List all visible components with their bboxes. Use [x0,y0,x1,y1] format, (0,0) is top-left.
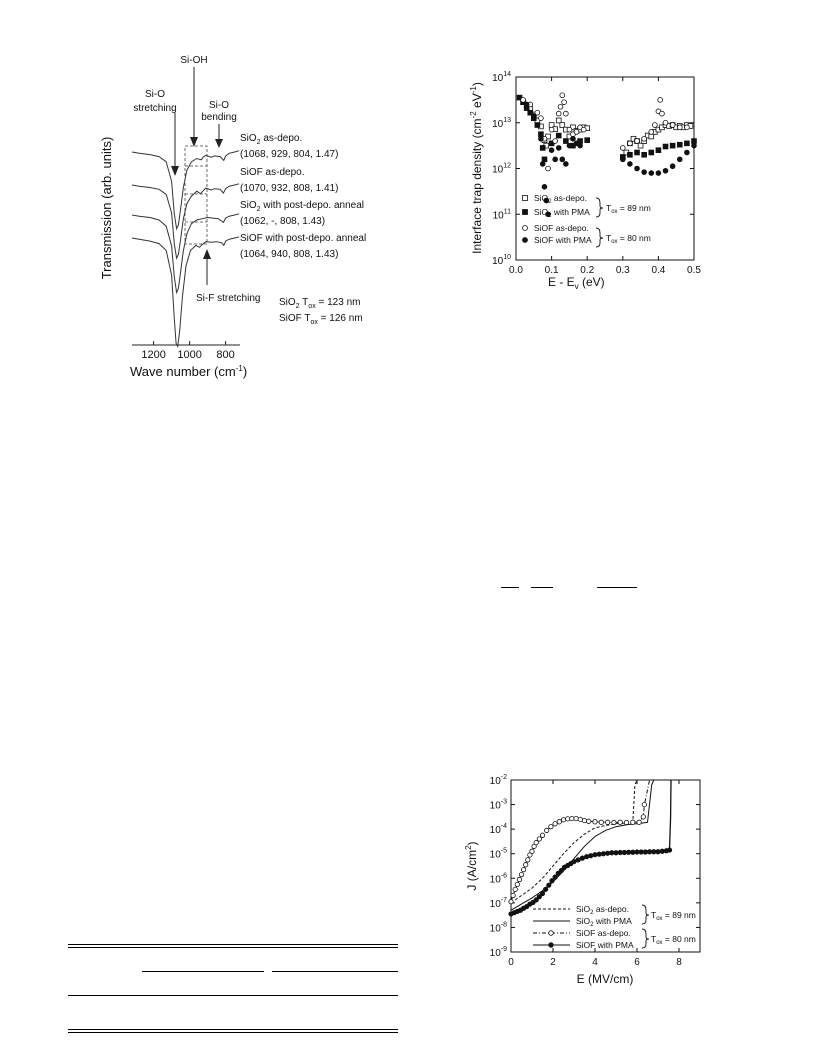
y-axis-label: J $(A/cm^2)$ [464,841,479,891]
open-circle-marker [631,820,635,824]
series-line [511,780,650,902]
filled-square-marker [692,139,697,144]
open-circle-marker [677,125,682,130]
open-circle-marker [593,820,597,824]
series-label-sub: 2 [256,139,261,146]
filled-square-marker [684,141,689,146]
filled-square-marker [642,152,647,157]
filled-square-marker [535,123,540,128]
filled-circle-marker [550,879,554,883]
open-circle-marker [658,97,663,102]
filled-circle-marker [560,157,565,162]
table-column-group-rule [142,971,264,972]
filled-square-marker [523,210,528,215]
open-circle-marker [534,840,538,844]
open-circle-marker [519,872,523,876]
legend-tox-sub: ox [656,940,663,946]
y-tick-label: $10^{-5}$ [489,847,507,861]
open-circle-marker [537,837,541,841]
open-circle-marker [670,123,675,128]
filled-square-marker [670,143,675,148]
legend-brace [642,905,649,924]
open-circle-marker [556,111,561,116]
x-axis-label-sup: -1 [235,364,243,373]
filled-square-marker [542,157,547,162]
legend-label: SiO$_2$ as-depo. [576,904,629,916]
filled-circle-marker [589,853,593,857]
legend-tox: $T_{ox} = 80$ nm [606,233,651,245]
series-label-sub: 2 [256,206,261,213]
y-tick-label: $10^{12}$ [492,162,511,176]
arrow-head [171,166,179,176]
annotation-label: stretching [133,103,177,114]
y-axis-label-sup: -2 [469,111,478,119]
open-circle-marker [684,125,689,130]
y-axis-label-mid: eV [470,93,484,112]
filled-circle-marker [540,891,544,895]
filled-square-marker [540,146,545,151]
open-circle-marker [513,887,517,891]
x-axis-label-unit: (eV) [578,275,605,289]
filled-circle-marker [523,238,528,243]
filled-circle-marker [656,171,661,176]
series-label-rest: as-depo. [262,167,305,178]
filled-circle-marker [601,852,605,856]
open-circle-marker [540,833,544,837]
open-circle-marker [637,820,641,824]
x-tick-label: 0.2 [580,265,595,276]
filled-circle-marker [620,157,625,162]
filled-square-marker [677,142,682,147]
legend-label-sub: 2 [590,910,594,916]
annotation-label: bending [201,112,237,123]
plot-frame [511,780,700,952]
y-tick-exp: -2 [500,774,507,781]
filled-circle-marker [539,136,544,141]
legend-tox: $T_{ox} = 80$ nm [651,934,696,946]
x-axis-label: E - $E_v$ (eV) [548,275,605,291]
series-params: (1070, 932, 808, 1.41) [240,183,339,194]
x-tick-label: 8 [676,957,682,968]
x-axis-label: E (MV/cm) [576,972,634,986]
open-circle-marker [509,899,513,903]
thickness-value: = 126 nm [317,313,363,324]
open-circle-marker [635,139,640,144]
open-circle-marker [570,816,574,820]
y-tick-label: $10^{-2}$ [489,774,507,787]
filled-circle-marker [660,849,664,853]
filled-circle-marker [626,850,630,854]
open-circle-marker [582,818,586,822]
filled-circle-marker [584,854,588,858]
arrow-head [203,249,211,259]
filled-circle-marker [547,883,551,887]
filled-square-marker [628,152,633,157]
filled-circle-marker [578,143,583,148]
open-circle-marker [578,817,582,821]
thickness-tsub: ox [308,303,316,310]
legend-label: SiO$_2$ with PMA [534,207,590,219]
legend-label: SiOF as-depo. [576,928,631,938]
filled-circle-marker [618,850,622,854]
filled-circle-marker [542,184,547,189]
x-axis-label-close: ) [242,364,248,379]
equation-fraction-bar [531,587,553,588]
open-circle-marker [618,820,622,824]
filled-square-marker [663,144,668,149]
filled-circle-marker [622,850,626,854]
filled-circle-marker [677,157,682,162]
filled-circle-marker [605,851,609,855]
annotation-label: Si-O [145,89,165,100]
y-tick-label: $10^{11}$ [492,208,511,222]
open-circle-marker [649,130,654,135]
annotation-label: Si-F stretching [196,293,261,304]
y-tick-exp: -3 [500,798,507,806]
y-tick-exp: 14 [503,71,511,78]
legend-tox: $T_{ox} = 89$ nm [651,910,696,922]
legend-label-rest: with PMA [593,916,632,926]
filled-circle-marker [610,851,614,855]
y-tick-exp: -6 [500,872,507,880]
filled-circle-marker [647,850,651,854]
open-circle-marker [660,111,665,116]
x-tick-label: 0.3 [615,265,630,276]
open-circle-marker [562,100,567,105]
filled-circle-marker [635,166,640,171]
filled-circle-marker [631,850,635,854]
filled-square-marker [649,150,654,155]
thickness-label: SiOF $T_{ox} = 126$ nm [279,313,363,326]
filled-circle-marker [580,856,584,860]
annotation-label: Si-OH [180,55,208,66]
filled-square-marker [656,148,661,153]
legend-brace [596,198,603,217]
filled-circle-marker [540,162,545,167]
open-circle-marker [567,127,572,132]
table-top-rule [68,944,398,945]
open-circle-marker [642,802,646,806]
legend-tox-sub: ox [656,916,663,922]
arrow-head [215,139,223,148]
legend-tox-sub: ox [611,239,618,245]
filled-circle-marker [553,157,558,162]
legend-tox-sub: ox [611,209,618,215]
y-tick-exp: -9 [500,946,507,953]
filled-circle-marker [649,171,654,176]
legend-label-rest: with PMA [551,207,590,217]
open-square-marker [638,143,643,148]
y-tick-exp: 11 [503,208,511,216]
spectrum-line [132,184,239,258]
series-label-rest: with post-depo. anneal [260,200,364,211]
legend-tox: $T_{ox} = 89$ nm [606,203,651,215]
filled-circle-marker [614,851,618,855]
y-tick-label: $10^{14}$ [492,71,511,84]
x-axis-label: Wave number $(cm^{-1})$ [130,364,248,379]
y-axis-label: Transmission (arb. units) [99,136,114,280]
x-tick-label: 1200 [141,349,166,361]
legend-label-sub: 2 [548,199,552,205]
x-tick-label: 0.0 [509,265,523,276]
x-tick-label: 2 [550,957,556,968]
filled-circle-marker [643,850,647,854]
thickness-t: T [301,313,311,324]
open-circle-marker [557,820,561,824]
open-square-marker [649,134,654,139]
legend-brace [596,228,603,247]
open-circle-marker [539,116,544,121]
legend-label-rest: as-depo. [593,904,629,914]
series-params: (1068, 929, 804, 1.47) [240,149,339,160]
y-tick-label: $10^{-8}$ [489,921,507,935]
series-label: SiOF with post-depo. anneal [240,233,367,244]
filled-square-marker [585,138,590,143]
legend-label: SiOF with PMA [576,940,634,950]
series-line [511,780,637,903]
x-tick-label: 0.5 [687,265,701,276]
spectrum-line [132,214,239,293]
series-label-rest: as-depo. [260,133,303,144]
open-circle-marker [549,824,553,828]
open-circle-marker [620,146,625,151]
filled-square-marker [563,139,568,144]
open-circle-marker [628,141,633,146]
arrow-head [190,137,198,147]
x-tick-label: 0.1 [544,265,559,276]
ftir-chart [95,55,395,390]
open-circle-marker [560,93,565,98]
filled-circle-marker [571,136,576,141]
y-tick-label: $10^{-7}$ [489,896,507,910]
open-circle-marker [523,226,528,231]
legend-label: SiOF as-depo. [534,223,589,233]
y-axis-label-close: ) [465,841,479,846]
y-tick-label: $10^{-4}$ [489,823,507,837]
y-tick-label: $10^{-9}$ [489,946,507,959]
x-tick-label: 0 [508,957,514,968]
open-circle-marker [517,877,521,881]
table-header-rule [68,995,398,996]
filled-circle-marker [553,875,557,879]
filled-square-marker [635,150,640,155]
open-circle-marker [546,166,551,171]
series-label: SiO$_2$ with post-depo. anneal [240,200,364,213]
open-circle-marker [530,849,534,853]
open-circle-marker [545,828,549,832]
series-label: SiO$_2$ as-depo. [240,133,303,146]
open-circle-marker [558,104,563,109]
filled-circle-marker [576,858,580,862]
open-square-marker [560,123,565,128]
equation-fraction-bar [501,587,519,588]
y-tick-exp: 13 [503,116,511,124]
filled-circle-marker [684,150,689,155]
legend-brace [642,929,649,948]
open-circle-marker [642,136,647,141]
open-square-marker [556,118,561,123]
y-tick-label: $10^{10}$ [492,254,511,267]
open-circle-marker [599,820,603,824]
legend-tox-value: = 80 nm [662,934,696,944]
open-circle-marker [521,867,525,871]
open-circle-marker [526,858,530,862]
table-column-group-rule [272,971,398,972]
filled-circle-marker [593,852,597,856]
open-circle-marker [549,127,554,132]
interface-trap-density-chart [460,60,710,300]
series-params: (1062, -, 808, 1.43) [240,216,326,227]
y-tick-label: $10^{-6}$ [489,872,507,886]
filled-circle-marker [663,168,668,173]
table-bottom-rule [68,1029,398,1030]
open-circle-marker [587,819,591,823]
filled-circle-marker [652,850,656,854]
x-tick-label: 4 [592,957,598,968]
filled-circle-marker [549,943,554,948]
y-tick-exp: -4 [500,823,507,831]
open-circle-marker [574,816,578,820]
open-circle-marker [553,822,557,826]
open-circle-marker [663,120,668,125]
spectrum-line [132,237,239,347]
legend-label-rest: as-depo. [551,193,587,203]
filled-circle-marker [567,143,572,148]
open-circle-marker [624,820,628,824]
y-tick-exp: -7 [500,896,507,904]
open-square-marker [523,196,528,201]
thickness-t: T [299,297,309,308]
filled-square-marker [539,132,544,137]
filled-square-marker [556,133,561,138]
legend-tox-value: = 89 nm [617,203,651,213]
table-top-rule [68,947,398,948]
y-tick-label: $10^{-3}$ [489,798,507,812]
open-circle-marker [641,815,645,819]
open-circle-marker [524,863,528,867]
legend-tox-value: = 89 nm [662,910,696,920]
thickness-value: = 123 nm [315,297,361,308]
y-tick-label: $10^{13}$ [492,116,511,130]
open-circle-marker [581,127,586,132]
series-params: (1064, 940, 808, 1.43) [240,249,339,260]
x-tick-label: 0.4 [651,265,666,276]
y-tick-exp: -8 [500,921,507,929]
legend-label-sub: 2 [548,213,552,219]
y-axis-label-sup: 2 [464,845,473,850]
open-circle-marker [652,123,657,128]
equation-fraction-bar [597,587,637,588]
filled-circle-marker [656,850,660,854]
filled-circle-marker [563,162,568,167]
filled-circle-marker [642,170,647,175]
thickness-label: SiO$_2$ $T_{ox} = 123$ nm [279,297,361,310]
open-circle-marker [515,882,519,886]
open-circle-marker [566,817,570,821]
series-label-rest: with post-depo. anneal [262,233,367,244]
legend-label: SiO$_2$ as-depo. [534,193,587,205]
open-circle-marker [605,820,609,824]
filled-circle-marker [549,148,554,153]
filled-circle-marker [556,146,561,151]
thickness-tsub: ox [310,319,318,326]
filled-circle-marker [639,850,643,854]
filled-circle-marker [692,143,697,148]
thickness-sub: 2 [295,303,300,310]
table-bottom-rule [68,1032,398,1033]
x-axis-label-sub: v [574,282,579,291]
y-axis-label: Interface trap density ($cm^{-2}$ $eV^{-1}$) [469,82,484,254]
filled-circle-marker [667,848,671,852]
series-label: SiOF as-depo. [240,167,305,178]
filled-circle-marker [670,164,675,169]
y-tick-exp: 10 [503,254,511,261]
y-axis-label-sup: -1 [469,86,478,94]
legend-tox-value: = 80 nm [617,233,651,243]
filled-circle-marker [531,113,536,118]
open-circle-marker [549,931,554,936]
y-tick-exp: 12 [503,162,511,170]
filled-circle-marker [597,852,601,856]
filled-circle-marker [635,850,639,854]
y-axis-label-close: ) [470,82,484,87]
open-circle-marker [561,818,565,822]
filled-circle-marker [543,887,547,891]
filled-circle-marker [524,102,529,107]
open-circle-marker [612,820,616,824]
open-circle-marker [521,97,526,102]
x-tick-label: 800 [216,349,235,361]
x-tick-label: 1000 [177,349,202,361]
y-tick-exp: -5 [500,847,507,855]
legend-label-sub: 2 [590,922,594,928]
open-circle-marker [553,139,558,144]
annotation-label: Si-O [209,100,229,111]
dashed-region-box [185,146,207,244]
leakage-current-chart [460,770,710,995]
x-tick-label: 6 [634,957,640,968]
legend-label: SiO$_2$ with PMA [576,916,632,928]
legend-label: SiOF with PMA [534,235,592,245]
open-circle-marker [563,111,568,116]
filled-circle-marker [572,859,576,863]
open-circle-marker [511,893,515,897]
filled-circle-marker [628,162,633,167]
open-circle-marker [574,130,579,135]
